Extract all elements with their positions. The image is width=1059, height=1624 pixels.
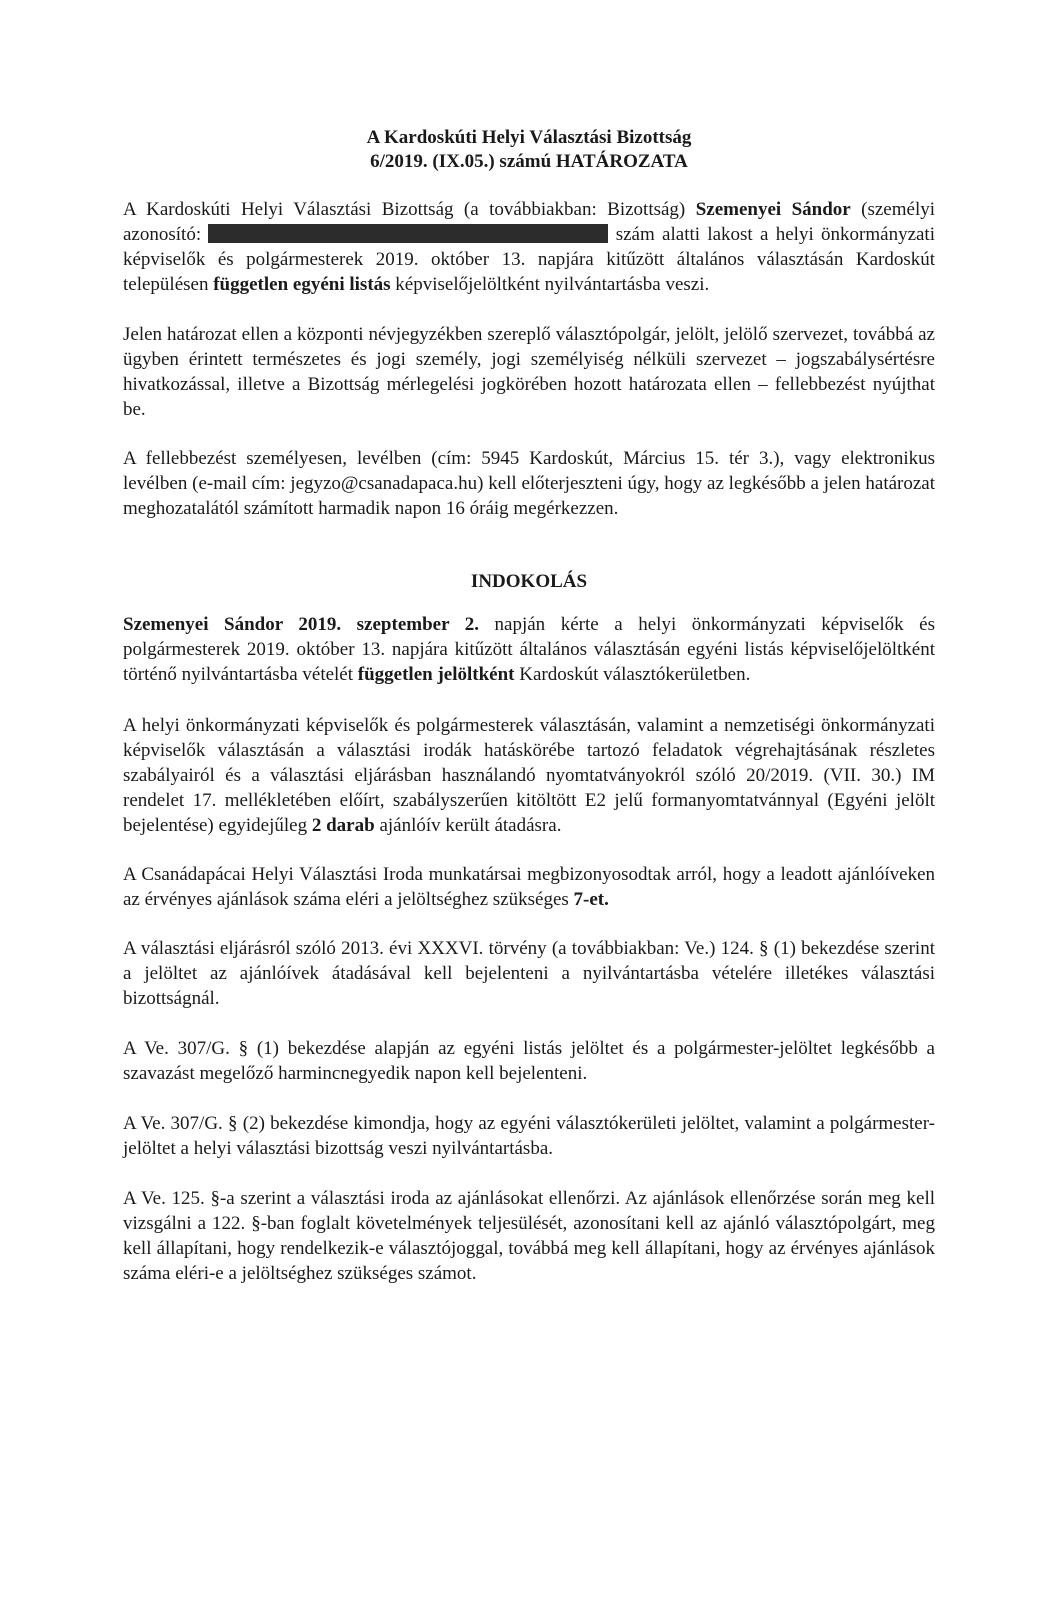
reasoning-2-text-1: A helyi önkormányzati képviselők és polgármesterek választásán, valamint a nemzetiségi önkormányzati képviselők választásán a választási irodák hatáskörébe tartozó feladatok végrehajtásának részletes szabályairól és a választási eljárásban használandó nyomtatványokról szóló 20/2019. (VII. 30.) IM rendelet 17. mellékletében előírt, szabályszerűen kitöltött E2 jelű formanyomtatvánnyal (Egyéni jelölt bejelentése) egyidejűleg	[123, 715, 935, 836]
reasoning-paragraph-1	[123, 612, 935, 687]
reasoning-paragraph-2	[123, 713, 935, 838]
required-recommendations: 7-et.	[573, 889, 609, 910]
reasoning-paragraph-5: A Ve. 307/G. § (1) bekezdése alapján az egyéni listás jelöltet és a polgármester-jelöltet legkésőbb a szavazást megelőző harmincnegyedik napon kell bejelenteni.	[123, 1038, 935, 1084]
decision-text-2: (személyi azonosító:	[123, 199, 935, 245]
decision-paragraph	[123, 197, 935, 297]
appeal-paragraph: Jelen határozat ellen a központi névjegyzékben szereplő választópolgár, jelölt, jelölő szervezet, továbbá az ügyben érintett természetes és jogi személy, jogi személyiség nélküli szervezet – jogszabálysértésre hivatkozással, illetve a Bizottság mérlegelési jogkörében hozott határozata ellen – fellebbezést nyújthat be.	[123, 324, 935, 420]
title-line-2: 6/2019. (IX.05.) számú HATÁROZATA	[370, 151, 688, 172]
reasoning-paragraph-6: A Ve. 307/G. § (2) bekezdése kimondja, hogy az egyéni választókerületi jelöltet, valamint a polgármester-jelöltet a helyi választási bizottság veszi nyilvántartásba.	[123, 1113, 935, 1159]
reasoning-1-text-2: Kardoskút választókerületben.	[514, 664, 751, 685]
candidate-name: Szemenyei Sándor	[695, 199, 851, 220]
decision-text-4: képviselőjelöltként nyilvántartásba veszi.	[390, 274, 710, 295]
reasoning-paragraph-4: A választási eljárásról szóló 2013. évi XXXVI. törvény (a továbbiakban: Ve.) 124. § (1) bekezdése szerint a jelöltet az ajánlóívek átadásával kell bejelenteni a nyilvántartásba vételére illetékes választási bizottságnál.	[123, 938, 935, 1009]
candidate-type: független egyéni listás	[213, 274, 391, 295]
reasoning-paragraph-3	[123, 862, 935, 912]
decision-text-3: szám alatti lakost a helyi önkormányzati képviselők és polgármesterek 2019. október 13. napjára kitűzött általános választásán Kardoskút településen	[123, 224, 935, 295]
document-title	[123, 126, 935, 174]
title-line-1: A Kardoskúti Helyi Választási Bizottság	[366, 127, 692, 148]
submission-paragraph: A fellebbezést személyesen, levélben (cím: 5945 Kardoskút, Március 15. tér 3.), vagy elektronikus levélben (e-mail cím: jegyzo@csanadapaca.hu) kell előterjeszteni úgy, hogy az legkésőbb a jelen határozat meghozatalától számított harmadik napon 16 óráig megérkezzen.	[123, 448, 935, 519]
decision-text-1: A Kardoskúti Helyi Választási Bizottság (a továbbiakban: Bizottság)	[123, 199, 696, 220]
reasoning-paragraph-7: A Ve. 125. §-a szerint a választási iroda az ajánlásokat ellenőrzi. Az ajánlások ellenőrzése során meg kell vizsgálni a 122. §-ban foglalt követelmények teljesülését, azonosítani kell az ajánló választópolgárt, meg kell állapítani, hogy rendelkezik-e választójoggal, továbbá meg kell állapítani, hogy az érvényes ajánlások száma eléri-e a jelöltséghez szükséges számot.	[123, 1188, 935, 1284]
reasoning-3-text-1: A Csanádapácai Helyi Választási Iroda munkatársai megbizonyosodtak arról, hogy a leadott ajánlóíveken az érvényes ajánlások száma eléri a jelöltséghez szükséges	[123, 864, 935, 910]
reasoning-2-text-2: ajánlóív került átadásra.	[374, 815, 562, 836]
request-date: Szemenyei Sándor 2019. szeptember 2.	[123, 614, 479, 635]
independent-label: független jelöltként	[357, 664, 515, 685]
reasoning-heading: INDOKOLÁS	[470, 571, 588, 592]
document-page	[0, 126, 1059, 1624]
sheet-count: 2 darab	[311, 815, 375, 836]
redaction-bar	[208, 224, 608, 243]
reasoning-1-text-1: napján kérte a helyi önkormányzati képviselők és polgármesterek 2019. október 13. napjára kitűzött általános választásán egyéni listás képviselőjelöltként történő nyilvántartásba vételét	[123, 614, 935, 685]
